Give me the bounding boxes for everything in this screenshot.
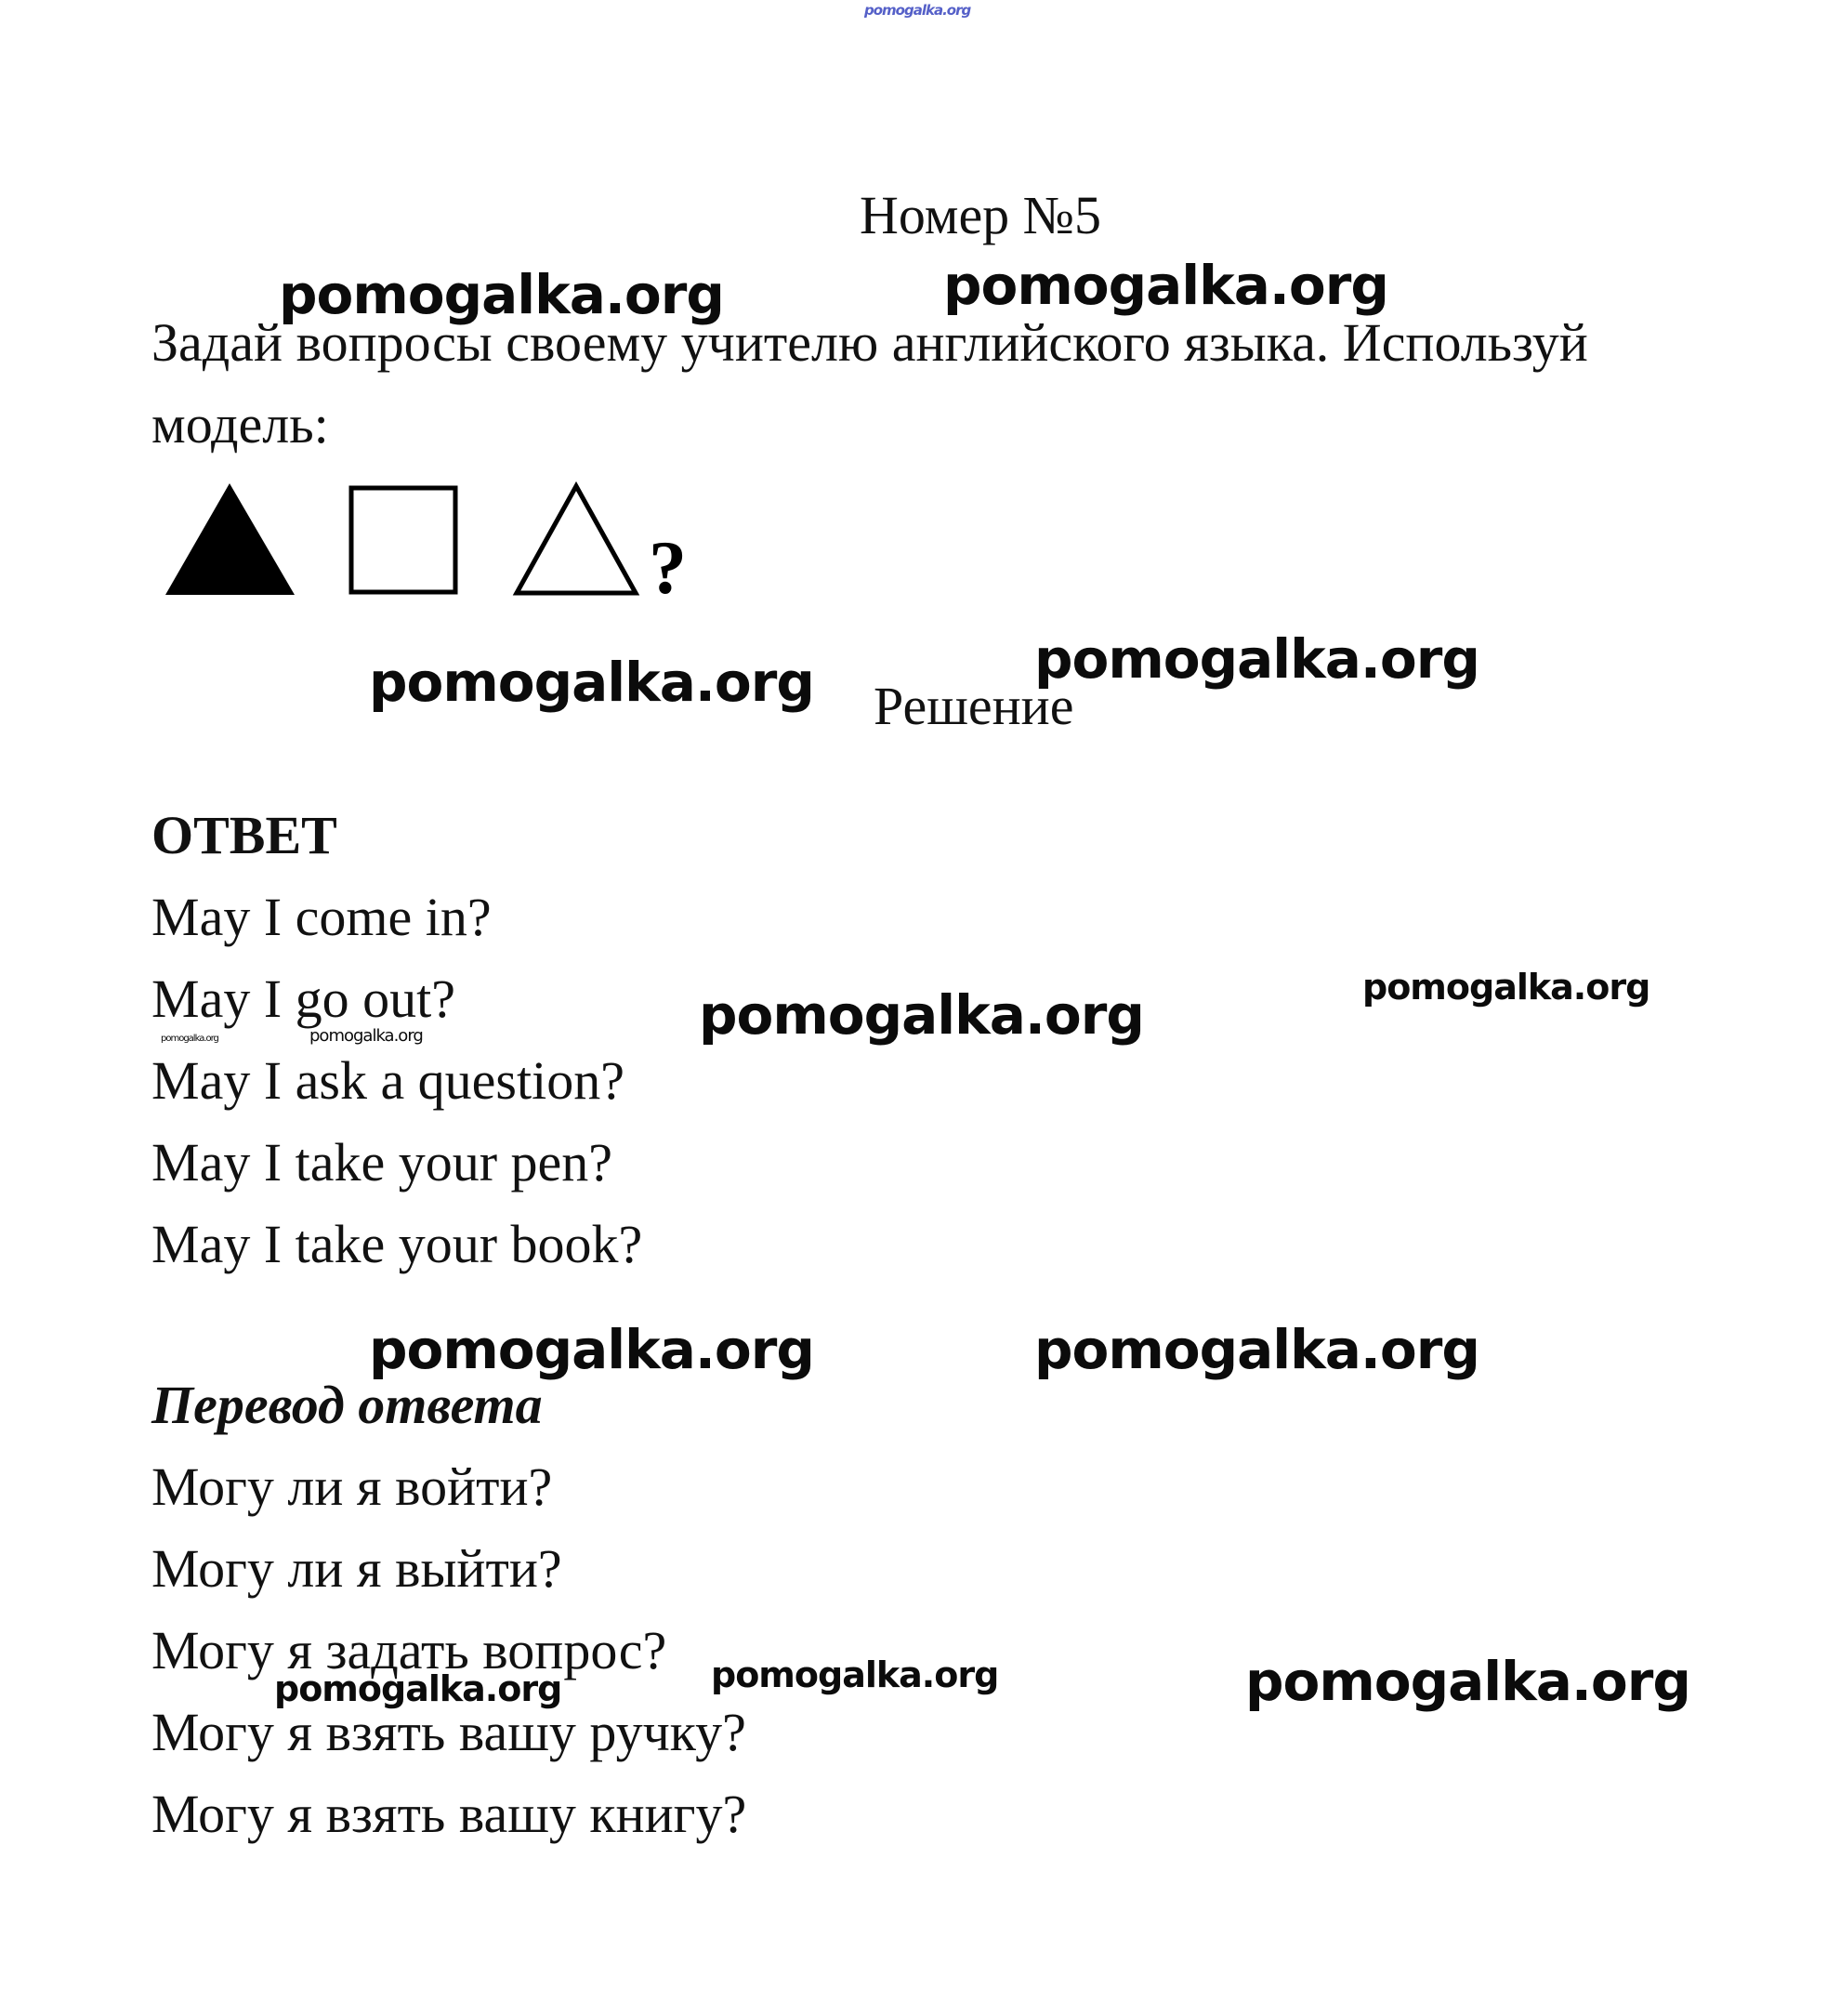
answer-line: May I take your pen? <box>151 1132 613 1192</box>
instruction-line-1: Задай вопросы своему учителю английского языка. Используй <box>151 312 1588 373</box>
square-icon <box>351 488 455 592</box>
watermark-top: pomogalka.org <box>864 2 971 19</box>
answer-line: May I come in? <box>151 887 492 947</box>
answer-line: May I go out? <box>151 968 455 1029</box>
watermark: pomogalka.org <box>161 1034 218 1044</box>
filled-triangle-icon <box>165 483 295 595</box>
instruction-line-2: модель: <box>151 394 329 455</box>
watermark: pomogalka.org <box>1034 627 1479 691</box>
answer-line: May I take your book? <box>151 1214 643 1274</box>
watermark: pomogalka.org <box>274 1668 562 1709</box>
translation-line: Могу я задать вопрос? <box>151 1620 667 1680</box>
outline-triangle-icon <box>517 486 636 593</box>
translation-line: Могу ли я выйти? <box>151 1538 562 1599</box>
watermark: pomogalka.org <box>711 1654 999 1695</box>
model-question-mark: ? <box>649 525 687 610</box>
translation-line: Могу я взять вашу ручку? <box>151 1702 746 1762</box>
solution-label: Решение <box>874 676 1074 736</box>
watermark: pomogalka.org <box>279 263 724 326</box>
watermark: pomogalka.org <box>369 651 814 714</box>
watermark: pomogalka.org <box>1034 1318 1479 1381</box>
watermark: pomogalka.org <box>699 983 1144 1047</box>
watermark: pomogalka.org <box>943 254 1388 317</box>
watermark: pomogalka.org <box>1362 967 1650 1008</box>
translation-heading: Перевод ответа <box>151 1375 543 1435</box>
watermark: pomogalka.org <box>369 1318 814 1381</box>
watermark: pomogalka.org <box>309 1026 423 1046</box>
answer-heading: ОТВЕТ <box>151 805 337 865</box>
page-title: Номер №5 <box>859 185 1102 245</box>
translation-line: Могу ли я войти? <box>151 1456 553 1517</box>
translation-line: Могу я взять вашу книгу? <box>151 1784 747 1844</box>
answer-line: May I ask a question? <box>151 1050 624 1111</box>
model-shapes <box>158 469 716 618</box>
watermark: pomogalka.org <box>1245 1650 1690 1713</box>
